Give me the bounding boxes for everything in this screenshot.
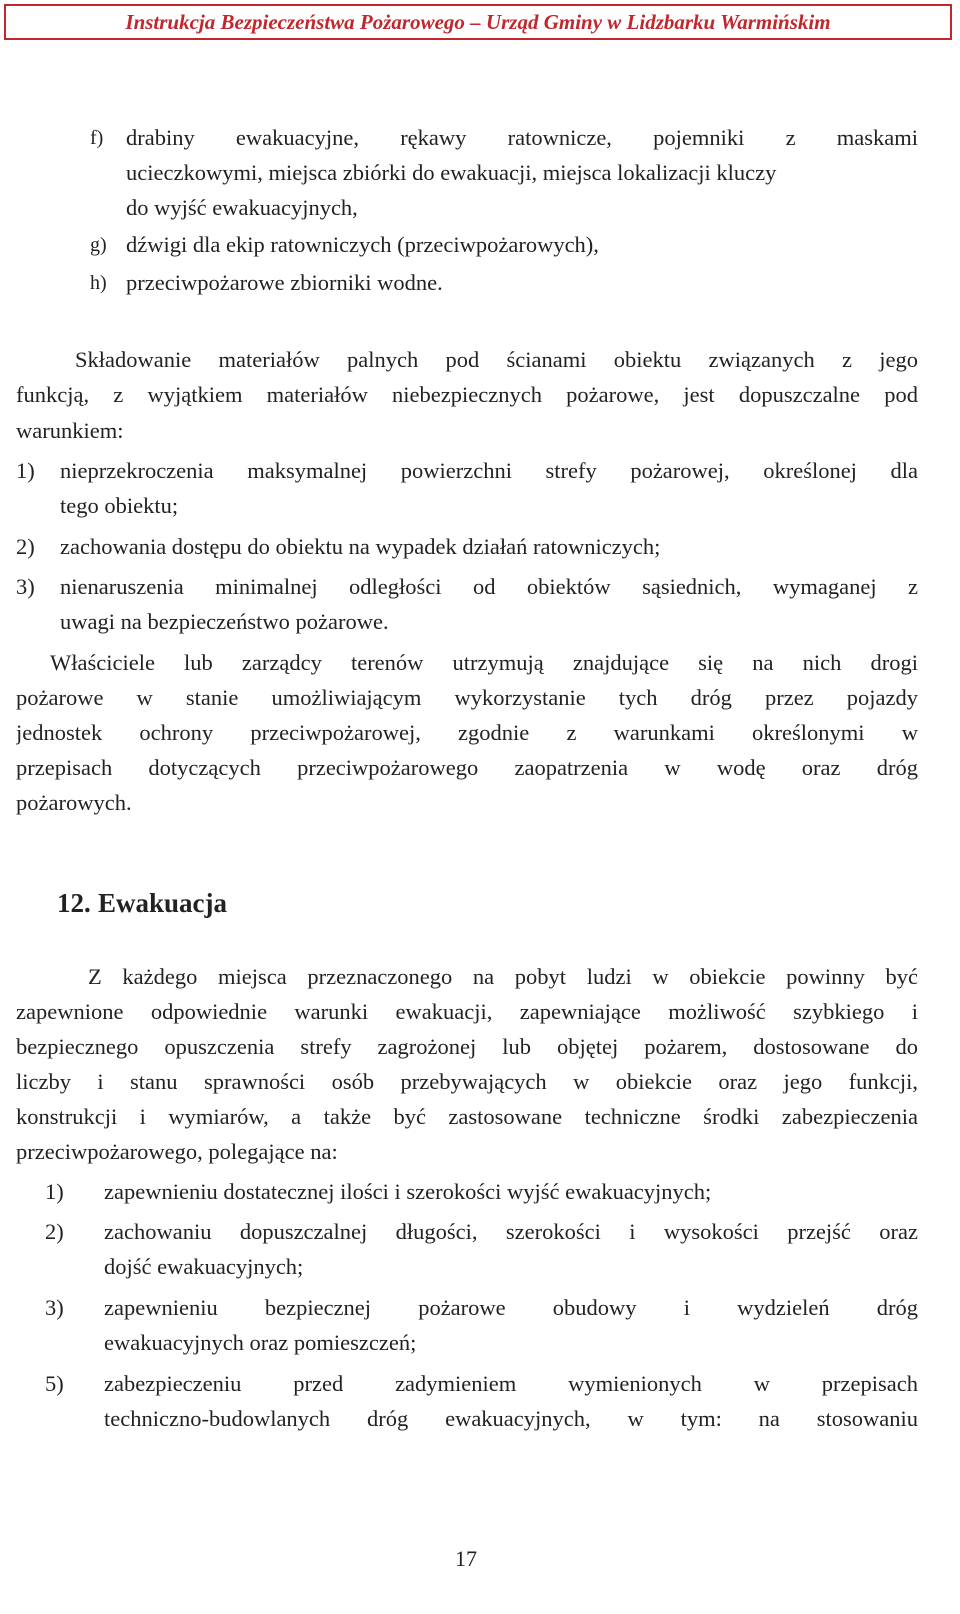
list-label: 3) bbox=[45, 1295, 64, 1320]
paragraph-line: bezpiecznego opuszczenia strefy zagrożonej lub objętej pożarem, dostosowane do bbox=[16, 1034, 918, 1059]
list-item-text: zachowania dostępu do obiektu na wypadek działań ratowniczych; bbox=[60, 534, 661, 559]
paragraph-line: konstrukcji i wymiarów, a także być zastosowane techniczne środki zabezpieczenia bbox=[16, 1104, 918, 1129]
list-item-text: przeciwpożarowe zbiorniki wodne. bbox=[126, 270, 443, 295]
list-label: h) bbox=[90, 272, 107, 294]
header-title: Instrukcja Bezpieczeństwa Pożarowego – Urząd Gminy w Lidzbarku Warmińskim bbox=[125, 9, 831, 34]
section-title: Ewakuacja bbox=[98, 888, 228, 918]
paragraph-line: przepisach dotyczących przeciwpożarowego zaopatrzenia w wodę oraz dróg bbox=[16, 755, 918, 780]
list-label: 5) bbox=[45, 1371, 64, 1396]
list-item-text: dojść ewakuacyjnych; bbox=[104, 1254, 304, 1279]
list-item-text: zabezpieczeniu przed zadymieniem wymienionych w przepisach bbox=[104, 1371, 918, 1396]
list-item-text: tego obiektu; bbox=[60, 493, 179, 518]
list-item-text: do wyjść ewakuacyjnych, bbox=[126, 195, 358, 220]
list-item-text: uwagi na bezpieczeństwo pożarowe. bbox=[60, 609, 389, 634]
list-item-text: nienaruszenia minimalnej odległości od obiektów sąsiednich, wymaganej z bbox=[60, 574, 918, 599]
list-label: 2) bbox=[16, 534, 35, 559]
list-item-text: ucieczkowymi, miejsca zbiórki do ewakuacji, miejsca lokalizacji kluczy bbox=[126, 160, 777, 185]
paragraph-line: Składowanie materiałów palnych pod ścianami obiektu związanych z jego bbox=[75, 347, 918, 372]
paragraph-line: pożarowe w stanie umożliwiającym wykorzystanie tych dróg przez pojazdy bbox=[16, 685, 918, 710]
paragraph-line: Z każdego miejsca przeznaczonego na pobyt ludzi w obiekcie powinny być bbox=[88, 964, 918, 989]
list-item-text: ewakuacyjnych oraz pomieszczeń; bbox=[104, 1330, 417, 1355]
paragraph-line: Właściciele lub zarządcy terenów utrzymują znajdujące się na nich drogi bbox=[50, 650, 918, 675]
list-label: 3) bbox=[16, 574, 35, 599]
list-item-text: zapewnieniu bezpiecznej pożarowe obudowy i wydzieleń dróg bbox=[104, 1295, 918, 1320]
list-item-text: zachowaniu dopuszczalnej długości, szerokości i wysokości przejść oraz bbox=[104, 1219, 918, 1244]
paragraph-line: zapewnione odpowiednie warunki ewakuacji, zapewniające możliwość szybkiego i bbox=[16, 999, 918, 1024]
list-label: 2) bbox=[45, 1219, 64, 1244]
paragraph-line: funkcją, z wyjątkiem materiałów niebezpiecznych pożarowe, jest dopuszczalne pod bbox=[16, 382, 918, 407]
list-item-text: techniczno-budowlanych dróg ewakuacyjnych, w tym: na stosowaniu bbox=[104, 1406, 918, 1431]
document-header bbox=[4, 4, 952, 40]
list-label: 1) bbox=[45, 1179, 64, 1204]
paragraph-line: przeciwpożarowego, polegające na: bbox=[16, 1139, 338, 1164]
page-number: 17 bbox=[455, 1546, 477, 1571]
paragraph-line: jednostek ochrony przeciwpożarowej, zgodnie z warunkami określonymi w bbox=[16, 720, 918, 745]
section-number: 12. bbox=[57, 888, 91, 918]
list-label: g) bbox=[90, 234, 107, 256]
list-item-text: drabiny ewakuacyjne, rękawy ratownicze, pojemniki z maskami bbox=[126, 125, 918, 150]
list-label: 1) bbox=[16, 458, 35, 483]
list-label: f) bbox=[90, 127, 104, 149]
list-item-text: zapewnieniu dostatecznej ilości i szerokości wyjść ewakuacyjnych; bbox=[104, 1179, 712, 1204]
list-item-text: dźwigi dla ekip ratowniczych (przeciwpożarowych), bbox=[126, 232, 599, 257]
paragraph-line: warunkiem: bbox=[16, 418, 124, 443]
paragraph-line: liczby i stanu sprawności osób przebywających w obiekcie oraz jego funkcji, bbox=[16, 1069, 918, 1094]
paragraph-line: pożarowych. bbox=[16, 790, 132, 815]
list-item-text: nieprzekroczenia maksymalnej powierzchni strefy pożarowej, określonej dla bbox=[60, 458, 918, 483]
